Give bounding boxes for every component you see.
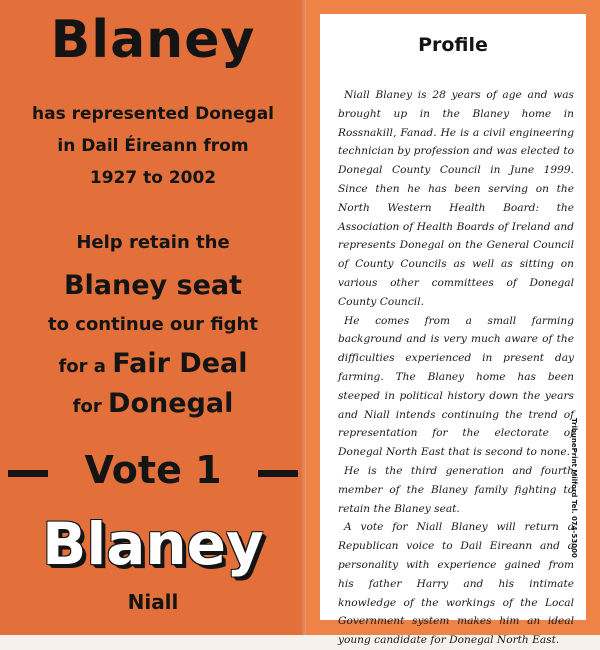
years-line: 1927 to 2002 [89, 168, 217, 188]
profile-paragraph: Niall Blaney is 28 years of age and was brought up in the Blaney home in Rossnakill, Fanad. He is a civil engineering technician by profession and was elected to Donegal County Council in June 1999. Since then he has been serving on the North Western Health Board: the Association of Health Boards of Ireland and represents Donegal on the General Council of County Councils as well as sitting on various other committees of Donegal County Council. [338, 89, 574, 308]
for-donegal-line [0, 388, 306, 419]
profile-title: Profile [418, 34, 488, 56]
profile-text [338, 86, 574, 650]
vote-row [0, 448, 306, 500]
dail-line: in Dail Éireann from [57, 136, 249, 156]
profile-paragraph: A vote for Niall Blaney will return a Republican voice to Dail Eireann and a personality with experience gained from his father Harry and his intimate knowledge of the workings of the Local Government system makes him an ideal young candidate for Donegal North East. [338, 521, 574, 647]
right-dash [258, 470, 298, 477]
continue-fight-line: to continue our fight [48, 314, 258, 335]
profile-paragraph: He comes from a small farming background and is very much aware of the difficulties experienced in present day farming. The Blaney home has been steeped in political history down the years and Niall intends continuing the trend of representation for the electorate of Donegal North East that is second to none. [338, 314, 574, 459]
profile-paragraph: He is the third generation and fourth member of the Blaney family fighting to retain the Blaney seat. [338, 464, 574, 515]
for-prefix: for [72, 396, 102, 417]
fair-deal-prefix: for a [58, 356, 106, 377]
profile-box [320, 14, 586, 647]
printer-imprint: TribunePrint Milford Tel. 074-53000 [570, 418, 578, 558]
fair-deal-text: Fair Deal [112, 348, 248, 379]
vote-one: Vote 1 [84, 448, 222, 492]
headline-surname: Blaney [50, 10, 256, 70]
represented-line: has represented Donegal [32, 104, 274, 124]
candidate-first-name: Niall [127, 590, 179, 614]
fair-deal-line [0, 348, 306, 379]
donegal-text: Donegal [108, 388, 234, 419]
blaney-seat-line: Blaney seat [63, 270, 243, 301]
help-retain-line: Help retain the [76, 232, 230, 253]
right-panel [306, 0, 600, 647]
candidate-surname: Blaney [42, 510, 264, 578]
